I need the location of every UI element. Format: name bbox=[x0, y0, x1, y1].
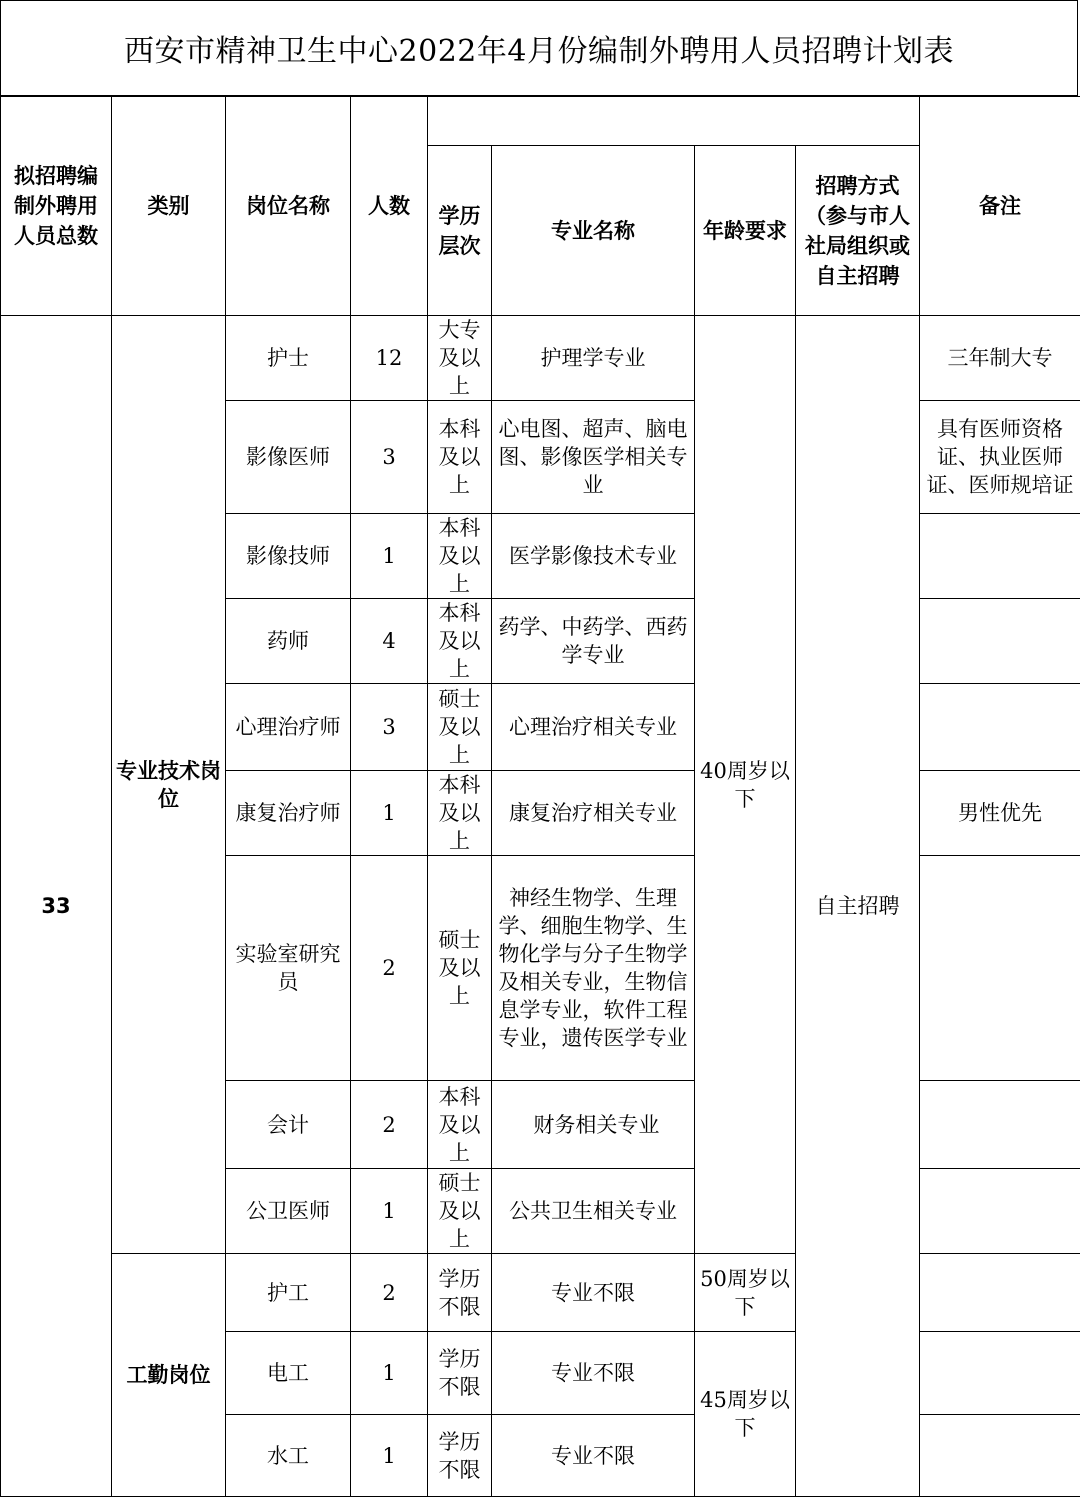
remark bbox=[920, 1332, 1080, 1415]
remark bbox=[920, 514, 1080, 599]
head-count: 1 bbox=[351, 1332, 428, 1415]
major-name: 财务相关专业 bbox=[492, 1081, 695, 1169]
head-count: 2 bbox=[351, 1081, 428, 1169]
education-level: 硕士及以上 bbox=[428, 1169, 492, 1254]
position-name: 药师 bbox=[226, 599, 351, 684]
education-level: 硕士及以上 bbox=[428, 856, 492, 1081]
position-name: 会计 bbox=[226, 1081, 351, 1169]
position-name: 影像技师 bbox=[226, 514, 351, 599]
category-logistics: 工勤岗位 bbox=[112, 1254, 226, 1497]
major-name: 心理治疗相关专业 bbox=[492, 684, 695, 771]
remark bbox=[920, 1081, 1080, 1169]
head-count: 2 bbox=[351, 1254, 428, 1332]
major-name: 医学影像技术专业 bbox=[492, 514, 695, 599]
education-level: 本科及以上 bbox=[428, 514, 492, 599]
header-top-row bbox=[1, 97, 1080, 146]
header-remark: 备注 bbox=[920, 97, 1080, 316]
header-requirements-group bbox=[428, 97, 920, 146]
age-requirement-professional: 40周岁以下 bbox=[695, 316, 796, 1254]
table-row bbox=[1, 316, 1080, 401]
position-name: 实验室研究员 bbox=[226, 856, 351, 1081]
position-name: 护工 bbox=[226, 1254, 351, 1332]
major-name: 神经生物学、生理学、细胞生物学、生物化学与分子生物学及相关专业，生物信息学专业，软件工程专业，遗传医学专业 bbox=[492, 856, 695, 1081]
remark bbox=[920, 856, 1080, 1081]
position-name: 电工 bbox=[226, 1332, 351, 1415]
education-level: 硕士及以上 bbox=[428, 684, 492, 771]
major-name: 康复治疗相关专业 bbox=[492, 771, 695, 856]
remark bbox=[920, 1415, 1080, 1497]
major-name: 专业不限 bbox=[492, 1415, 695, 1497]
age-requirement-other-workers: 45周岁以下 bbox=[695, 1332, 796, 1497]
education-level: 本科及以上 bbox=[428, 401, 492, 514]
header-category: 类别 bbox=[112, 97, 226, 316]
position-name: 护士 bbox=[226, 316, 351, 401]
education-level: 学历不限 bbox=[428, 1332, 492, 1415]
header-education: 学历层次 bbox=[428, 146, 492, 316]
header-count: 人数 bbox=[351, 97, 428, 316]
head-count: 1 bbox=[351, 1169, 428, 1254]
remark bbox=[920, 684, 1080, 771]
education-level: 本科及以上 bbox=[428, 599, 492, 684]
head-count: 1 bbox=[351, 771, 428, 856]
head-count: 4 bbox=[351, 599, 428, 684]
position-name: 影像医师 bbox=[226, 401, 351, 514]
education-level: 本科及以上 bbox=[428, 1081, 492, 1169]
header-age: 年龄要求 bbox=[695, 146, 796, 316]
major-name: 专业不限 bbox=[492, 1332, 695, 1415]
remark: 具有医师资格证、执业医师证、医师规培证 bbox=[920, 401, 1080, 514]
education-level: 学历不限 bbox=[428, 1254, 492, 1332]
position-name: 公卫医师 bbox=[226, 1169, 351, 1254]
education-level: 本科及以上 bbox=[428, 771, 492, 856]
position-name: 心理治疗师 bbox=[226, 684, 351, 771]
education-level: 学历不限 bbox=[428, 1415, 492, 1497]
recruit-method: 自主招聘 bbox=[796, 316, 920, 1497]
major-name: 心电图、超声、脑电图、影像医学相关专业 bbox=[492, 401, 695, 514]
remark: 男性优先 bbox=[920, 771, 1080, 856]
position-name: 水工 bbox=[226, 1415, 351, 1497]
major-name: 药学、中药学、西药学专业 bbox=[492, 599, 695, 684]
head-count: 2 bbox=[351, 856, 428, 1081]
head-count: 3 bbox=[351, 401, 428, 514]
major-name: 专业不限 bbox=[492, 1254, 695, 1332]
header-position: 岗位名称 bbox=[226, 97, 351, 316]
page-title: 西安市精神卫生中心2022年4月份编制外聘用人员招聘计划表 bbox=[0, 0, 1078, 96]
position-name: 康复治疗师 bbox=[226, 771, 351, 856]
head-count: 12 bbox=[351, 316, 428, 401]
age-requirement-nursing-worker: 50周岁以下 bbox=[695, 1254, 796, 1332]
major-name: 公共卫生相关专业 bbox=[492, 1169, 695, 1254]
header-method: 招聘方式（参与市人社局组织或自主招聘 bbox=[796, 146, 920, 316]
education-level: 大专及以上 bbox=[428, 316, 492, 401]
category-professional: 专业技术岗位 bbox=[112, 316, 226, 1254]
remark bbox=[920, 1169, 1080, 1254]
remark bbox=[920, 1254, 1080, 1332]
head-count: 1 bbox=[351, 514, 428, 599]
head-count: 1 bbox=[351, 1415, 428, 1497]
head-count: 3 bbox=[351, 684, 428, 771]
remark bbox=[920, 599, 1080, 684]
total-count: 33 bbox=[1, 316, 112, 1497]
major-name: 护理学专业 bbox=[492, 316, 695, 401]
header-total: 拟招聘编制外聘用人员总数 bbox=[1, 97, 112, 316]
remark: 三年制大专 bbox=[920, 316, 1080, 401]
recruitment-plan-table bbox=[0, 96, 1080, 1497]
header-major: 专业名称 bbox=[492, 146, 695, 316]
